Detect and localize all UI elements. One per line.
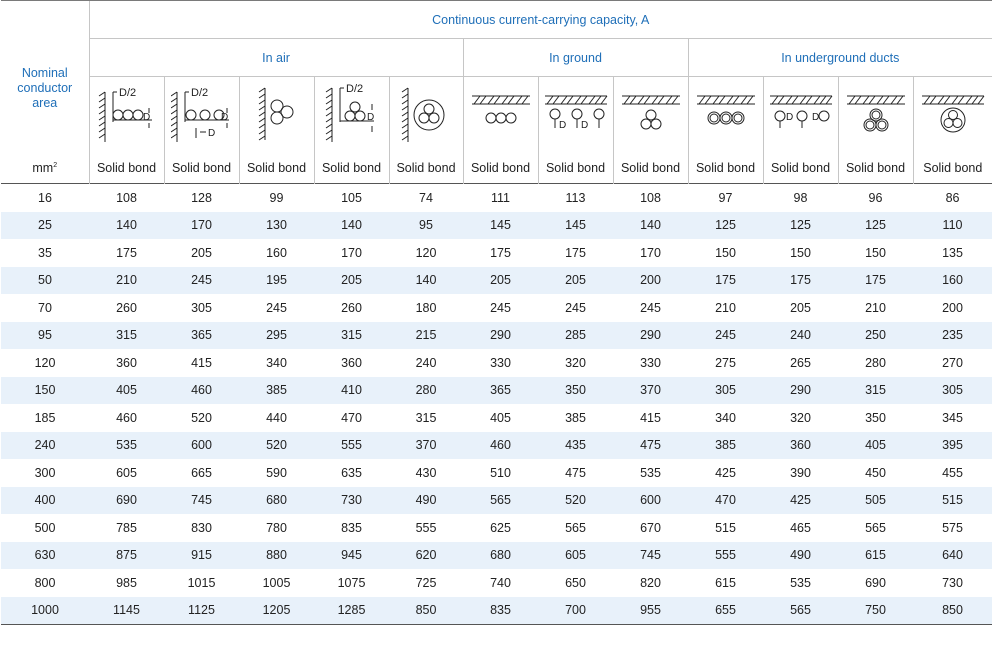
capacity-cell: 850 bbox=[913, 597, 992, 625]
capacity-cell: 435 bbox=[538, 432, 613, 460]
capacity-cell: 320 bbox=[790, 410, 811, 425]
capacity-cell: 520 bbox=[538, 487, 613, 515]
capacity-cell: 460 bbox=[116, 410, 137, 425]
capacity-cell: 615 bbox=[715, 575, 736, 590]
capacity-cell: 160 bbox=[913, 267, 992, 295]
capacity-cell: 425 bbox=[763, 487, 838, 515]
capacity-cell: 265 bbox=[790, 355, 811, 370]
conductor-area-cell: 50 bbox=[1, 267, 89, 295]
bond-label: Solid bond bbox=[913, 153, 992, 184]
capacity-cell: 360 bbox=[341, 355, 362, 370]
table-row bbox=[1, 212, 992, 240]
capacity-cell: 740 bbox=[490, 575, 511, 590]
capacity-cell: 120 bbox=[415, 245, 437, 260]
capacity-cell: 620 bbox=[389, 542, 463, 570]
capacity-cell: 535 bbox=[790, 575, 811, 590]
capacity-cell: 600 bbox=[613, 487, 688, 515]
capacity-cell: 395 bbox=[913, 432, 992, 460]
capacity-cell: 175 bbox=[838, 267, 913, 295]
capacity-cell: 135 bbox=[942, 245, 963, 260]
capacity-cell: 405 bbox=[89, 377, 164, 405]
capacity-cell: 575 bbox=[942, 520, 963, 535]
capacity-cell: 145 bbox=[538, 212, 613, 240]
capacity-cell: 350 bbox=[538, 377, 613, 405]
fig-air-trefoil-circle bbox=[389, 77, 463, 154]
capacity-cell: 600 bbox=[164, 432, 239, 460]
capacity-cell: 320 bbox=[565, 355, 586, 370]
group-in-air: In air bbox=[89, 39, 463, 77]
capacity-cell: 96 bbox=[838, 184, 913, 212]
capacity-cell: 305 bbox=[688, 377, 763, 405]
capacity-cell: 725 bbox=[415, 575, 437, 590]
table-row bbox=[1, 404, 992, 432]
capacity-cell: 170 bbox=[640, 245, 661, 260]
capacity-cell: 455 bbox=[942, 465, 963, 480]
capacity-cell: 98 bbox=[763, 184, 838, 212]
conductor-area-cell: 240 bbox=[1, 432, 89, 460]
fig-air-trefoil bbox=[239, 77, 314, 154]
capacity-title: Continuous current-carrying capacity, A bbox=[89, 1, 992, 39]
table-row bbox=[1, 542, 992, 570]
capacity-cell: 690 bbox=[89, 487, 164, 515]
capacity-cell: 210 bbox=[715, 300, 736, 315]
capacity-cell: 108 bbox=[89, 184, 164, 212]
svg-text:D: D bbox=[207, 128, 215, 139]
bond-label: Solid bond bbox=[89, 153, 164, 184]
capacity-cell: 295 bbox=[239, 322, 314, 350]
capacity-cell: 450 bbox=[865, 465, 886, 480]
capacity-cell: 180 bbox=[415, 300, 437, 315]
svg-text:D/2: D/2 bbox=[190, 87, 208, 99]
capacity-cell: 175 bbox=[565, 245, 586, 260]
table-row bbox=[1, 184, 992, 212]
table-row bbox=[1, 459, 992, 487]
capacity-cell: 205 bbox=[790, 300, 811, 315]
fig-ducts-trefoil-single bbox=[913, 77, 992, 154]
table-row bbox=[1, 597, 992, 625]
capacity-cell: 315 bbox=[838, 377, 913, 405]
capacity-cell: 360 bbox=[116, 355, 137, 370]
table-row bbox=[1, 294, 992, 322]
capacity-cell: 97 bbox=[688, 184, 763, 212]
capacity-cell: 655 bbox=[688, 597, 763, 625]
capacity-cell: 145 bbox=[463, 212, 538, 240]
capacity-cell: 730 bbox=[942, 575, 963, 590]
capacity-cell: 700 bbox=[538, 597, 613, 625]
unit-label: $mm^2$ bbox=[32, 161, 58, 175]
capacity-cell: 350 bbox=[865, 410, 886, 425]
capacity-cell: 315 bbox=[314, 322, 389, 350]
svg-text:D: D bbox=[811, 112, 819, 123]
conductor-area-cell: 16 bbox=[1, 184, 89, 212]
capacity-cell: 470 bbox=[341, 410, 362, 425]
capacity-cell: 510 bbox=[490, 465, 511, 480]
capacity-cell: 125 bbox=[688, 212, 763, 240]
svg-text:D: D bbox=[142, 112, 150, 123]
capacity-cell: 1145 bbox=[89, 597, 164, 625]
fig-air-trefoil-spaced bbox=[314, 77, 389, 154]
capacity-cell: 360 bbox=[763, 432, 838, 460]
capacity-cell: 385 bbox=[688, 432, 763, 460]
capacity-cell: 475 bbox=[565, 465, 586, 480]
conductor-area-cell: 25 bbox=[1, 212, 89, 240]
capacity-cell: 730 bbox=[314, 487, 389, 515]
capacity-cell: 110 bbox=[913, 212, 992, 240]
nominal-area-label: Nominal conductor area bbox=[17, 65, 73, 110]
capacity-cell: 535 bbox=[640, 465, 661, 480]
capacity-cell: 565 bbox=[565, 520, 586, 535]
capacity-cell: 405 bbox=[838, 432, 913, 460]
fig-ground-trefoil bbox=[613, 77, 688, 154]
capacity-cell: 830 bbox=[191, 520, 212, 535]
conductor-area-cell: 185 bbox=[34, 410, 56, 425]
capacity-cell: 108 bbox=[613, 184, 688, 212]
capacity-cell: 245 bbox=[164, 267, 239, 295]
capacity-cell: 415 bbox=[640, 410, 661, 425]
capacity-cell: 520 bbox=[239, 432, 314, 460]
capacity-cell: 385 bbox=[565, 410, 586, 425]
capacity-cell: 150 bbox=[715, 245, 736, 260]
capacity-cell: 113 bbox=[538, 184, 613, 212]
capacity-cell: 850 bbox=[389, 597, 463, 625]
capacity-cell: 305 bbox=[191, 300, 212, 315]
capacity-cell: 290 bbox=[463, 322, 538, 350]
capacity-cell: 95 bbox=[389, 212, 463, 240]
capacity-cell: 780 bbox=[266, 520, 287, 535]
capacity-cell: 670 bbox=[640, 520, 661, 535]
capacity-cell: 205 bbox=[538, 267, 613, 295]
capacity-cell: 475 bbox=[613, 432, 688, 460]
capacity-cell: 430 bbox=[415, 465, 437, 480]
fig-ground-flat bbox=[463, 77, 538, 154]
capacity-cell: 260 bbox=[341, 300, 362, 315]
capacity-cell: 750 bbox=[838, 597, 913, 625]
capacity-cell: 945 bbox=[314, 542, 389, 570]
current-capacity-table bbox=[1, 0, 992, 625]
capacity-cell: 111 bbox=[463, 184, 538, 212]
capacity-cell: 1205 bbox=[239, 597, 314, 625]
capacity-cell: 665 bbox=[191, 465, 212, 480]
svg-text:D: D bbox=[366, 112, 374, 123]
capacity-cell: 370 bbox=[613, 377, 688, 405]
table-body bbox=[1, 184, 992, 625]
capacity-cell: 835 bbox=[463, 597, 538, 625]
capacity-cell: 305 bbox=[913, 377, 992, 405]
bond-label: Solid bond bbox=[538, 153, 613, 184]
capacity-cell: 625 bbox=[490, 520, 511, 535]
capacity-cell: 205 bbox=[191, 245, 212, 260]
capacity-cell: 205 bbox=[314, 267, 389, 295]
table-row bbox=[1, 322, 992, 350]
capacity-cell: 285 bbox=[538, 322, 613, 350]
group-in-ground: In ground bbox=[463, 39, 688, 77]
fig-air-flat-spaced bbox=[164, 77, 239, 154]
capacity-cell: 125 bbox=[763, 212, 838, 240]
capacity-cell: 835 bbox=[341, 520, 362, 535]
table-row bbox=[1, 569, 992, 597]
svg-text:D: D bbox=[220, 112, 228, 123]
conductor-area-cell: 500 bbox=[34, 520, 56, 535]
capacity-cell: 605 bbox=[116, 465, 137, 480]
bond-label: Solid bond bbox=[239, 153, 314, 184]
fig-ducts-flat-spaced bbox=[763, 77, 838, 154]
capacity-cell: 490 bbox=[763, 542, 838, 570]
capacity-cell: 605 bbox=[538, 542, 613, 570]
capacity-cell: 640 bbox=[913, 542, 992, 570]
conductor-area-cell: 800 bbox=[34, 575, 56, 590]
capacity-cell: 150 bbox=[865, 245, 886, 260]
capacity-cell: 170 bbox=[164, 212, 239, 240]
capacity-cell: 140 bbox=[613, 212, 688, 240]
row-label-cell bbox=[1, 1, 89, 154]
capacity-cell: 315 bbox=[415, 410, 437, 425]
capacity-cell: 175 bbox=[490, 245, 511, 260]
capacity-cell: 680 bbox=[239, 487, 314, 515]
conductor-area-cell: 400 bbox=[1, 487, 89, 515]
table-row bbox=[1, 514, 992, 542]
capacity-cell: 140 bbox=[89, 212, 164, 240]
capacity-cell: 565 bbox=[763, 597, 838, 625]
bond-label: Solid bond bbox=[613, 153, 688, 184]
capacity-cell: 555 bbox=[688, 542, 763, 570]
capacity-cell: 370 bbox=[389, 432, 463, 460]
capacity-cell: 290 bbox=[763, 377, 838, 405]
fig-ground-flat-spaced bbox=[538, 77, 613, 154]
capacity-cell: 200 bbox=[613, 267, 688, 295]
capacity-cell: 245 bbox=[266, 300, 287, 315]
bond-label: Solid bond bbox=[763, 153, 838, 184]
table-row bbox=[1, 487, 992, 515]
capacity-cell: 365 bbox=[164, 322, 239, 350]
conductor-area-cell: 1000 bbox=[1, 597, 89, 625]
capacity-cell: 535 bbox=[89, 432, 164, 460]
capacity-cell: 340 bbox=[266, 355, 287, 370]
table-row bbox=[1, 239, 992, 267]
capacity-cell: 875 bbox=[89, 542, 164, 570]
capacity-cell: 205 bbox=[463, 267, 538, 295]
capacity-cell: 86 bbox=[913, 184, 992, 212]
capacity-cell: 440 bbox=[266, 410, 287, 425]
capacity-cell: 415 bbox=[191, 355, 212, 370]
capacity-cell: 460 bbox=[463, 432, 538, 460]
capacity-cell: 490 bbox=[389, 487, 463, 515]
capacity-cell: 245 bbox=[565, 300, 586, 315]
capacity-cell: 175 bbox=[116, 245, 137, 260]
capacity-cell: 405 bbox=[490, 410, 511, 425]
svg-text:D/2: D/2 bbox=[118, 87, 136, 99]
bond-label: Solid bond bbox=[164, 153, 239, 184]
capacity-cell: 690 bbox=[865, 575, 886, 590]
capacity-cell: 345 bbox=[942, 410, 963, 425]
capacity-cell: 245 bbox=[688, 322, 763, 350]
capacity-cell: 410 bbox=[314, 377, 389, 405]
capacity-cell: 280 bbox=[389, 377, 463, 405]
capacity-cell: 99 bbox=[239, 184, 314, 212]
capacity-cell: 470 bbox=[688, 487, 763, 515]
capacity-cell: 555 bbox=[314, 432, 389, 460]
svg-text:D: D bbox=[785, 112, 793, 123]
capacity-cell: 105 bbox=[314, 184, 389, 212]
capacity-cell: 125 bbox=[838, 212, 913, 240]
capacity-cell: 170 bbox=[341, 245, 362, 260]
capacity-cell: 290 bbox=[613, 322, 688, 350]
capacity-cell: 650 bbox=[565, 575, 586, 590]
capacity-cell: 365 bbox=[463, 377, 538, 405]
capacity-cell: 385 bbox=[239, 377, 314, 405]
capacity-cell: 505 bbox=[838, 487, 913, 515]
capacity-cell: 465 bbox=[790, 520, 811, 535]
capacity-cell: 390 bbox=[790, 465, 811, 480]
capacity-cell: 210 bbox=[89, 267, 164, 295]
capacity-cell: 240 bbox=[415, 355, 437, 370]
capacity-cell: 515 bbox=[715, 520, 736, 535]
capacity-cell: 74 bbox=[389, 184, 463, 212]
table-row bbox=[1, 349, 992, 377]
capacity-cell: 175 bbox=[763, 267, 838, 295]
capacity-cell: 245 bbox=[640, 300, 661, 315]
capacity-cell: 1075 bbox=[337, 575, 366, 590]
fig-ducts-trefoil bbox=[838, 77, 913, 154]
table-row bbox=[1, 267, 992, 295]
capacity-cell: 245 bbox=[490, 300, 511, 315]
bond-label: Solid bond bbox=[389, 153, 463, 184]
capacity-cell: 515 bbox=[913, 487, 992, 515]
capacity-cell: 150 bbox=[790, 245, 811, 260]
bond-label: Solid bond bbox=[688, 153, 763, 184]
conductor-area-cell: 95 bbox=[1, 322, 89, 350]
svg-text:D: D bbox=[558, 120, 566, 131]
capacity-cell: 315 bbox=[89, 322, 164, 350]
conductor-area-cell: 150 bbox=[1, 377, 89, 405]
conductor-area-cell: 630 bbox=[1, 542, 89, 570]
conductor-area-cell: 35 bbox=[38, 245, 52, 260]
capacity-cell: 128 bbox=[164, 184, 239, 212]
svg-text:D/2: D/2 bbox=[345, 83, 363, 95]
capacity-cell: 130 bbox=[239, 212, 314, 240]
capacity-cell: 615 bbox=[838, 542, 913, 570]
capacity-cell: 330 bbox=[490, 355, 511, 370]
capacity-cell: 520 bbox=[191, 410, 212, 425]
capacity-cell: 160 bbox=[266, 245, 287, 260]
capacity-cell: 635 bbox=[341, 465, 362, 480]
capacity-cell: 785 bbox=[116, 520, 137, 535]
capacity-cell: 200 bbox=[942, 300, 963, 315]
capacity-cell: 330 bbox=[640, 355, 661, 370]
capacity-cell: 280 bbox=[865, 355, 886, 370]
capacity-cell: 880 bbox=[239, 542, 314, 570]
capacity-cell: 1005 bbox=[262, 575, 291, 590]
bond-label: Solid bond bbox=[463, 153, 538, 184]
group-in-ducts: In underground ducts bbox=[688, 39, 992, 77]
capacity-cell: 1285 bbox=[314, 597, 389, 625]
capacity-cell: 195 bbox=[239, 267, 314, 295]
capacity-cell: 210 bbox=[865, 300, 886, 315]
capacity-cell: 745 bbox=[613, 542, 688, 570]
capacity-cell: 270 bbox=[942, 355, 963, 370]
capacity-cell: 955 bbox=[613, 597, 688, 625]
capacity-cell: 340 bbox=[715, 410, 736, 425]
capacity-cell: 915 bbox=[164, 542, 239, 570]
capacity-cell: 240 bbox=[763, 322, 838, 350]
conductor-area-cell: 120 bbox=[34, 355, 56, 370]
fig-air-flat-touching bbox=[89, 77, 164, 154]
table-row bbox=[1, 377, 992, 405]
capacity-cell: 680 bbox=[463, 542, 538, 570]
fig-ducts-flat bbox=[688, 77, 763, 154]
capacity-cell: 565 bbox=[865, 520, 886, 535]
svg-text:D: D bbox=[580, 120, 588, 131]
capacity-cell: 425 bbox=[715, 465, 736, 480]
figure-row bbox=[1, 77, 992, 154]
table-row bbox=[1, 432, 992, 460]
capacity-cell: 985 bbox=[116, 575, 137, 590]
conductor-area-cell: 70 bbox=[38, 300, 52, 315]
capacity-cell: 590 bbox=[266, 465, 287, 480]
bond-label: Solid bond bbox=[838, 153, 913, 184]
capacity-cell: 260 bbox=[116, 300, 137, 315]
capacity-cell: 250 bbox=[838, 322, 913, 350]
capacity-cell: 215 bbox=[389, 322, 463, 350]
capacity-cell: 820 bbox=[640, 575, 661, 590]
bond-label: Solid bond bbox=[314, 153, 389, 184]
conductor-area-cell: 300 bbox=[34, 465, 56, 480]
capacity-cell: 555 bbox=[415, 520, 437, 535]
capacity-cell: 745 bbox=[164, 487, 239, 515]
capacity-cell: 275 bbox=[715, 355, 736, 370]
capacity-cell: 140 bbox=[314, 212, 389, 240]
capacity-cell: 565 bbox=[463, 487, 538, 515]
unit-cell bbox=[1, 153, 89, 184]
capacity-cell: 235 bbox=[913, 322, 992, 350]
capacity-cell: 175 bbox=[688, 267, 763, 295]
capacity-cell: 460 bbox=[164, 377, 239, 405]
capacity-cell: 1125 bbox=[164, 597, 239, 625]
capacity-cell: 1015 bbox=[187, 575, 216, 590]
capacity-cell: 140 bbox=[389, 267, 463, 295]
